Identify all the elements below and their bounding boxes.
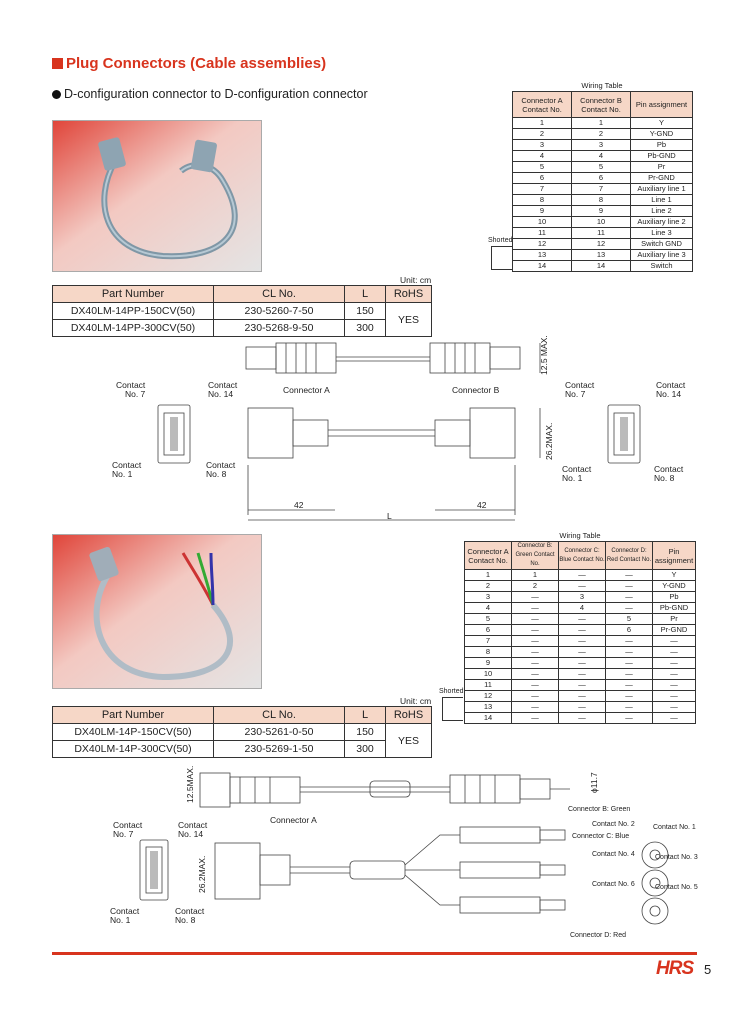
table-row	[513, 118, 693, 129]
wt1-header-pin: Pin assignment	[631, 92, 693, 118]
d1-contact-no14: Contact No. 14	[208, 380, 238, 399]
wiring_table_1-cell: 8	[513, 195, 572, 206]
pt1-r2-l: 300	[345, 320, 386, 337]
wiring_table_1-cell: 11	[513, 228, 572, 239]
wiring_table_2-cell: 4	[465, 603, 512, 614]
wiring-table-1-caption: Wiring Table	[581, 81, 623, 90]
wiring_table_1-cell: 4	[572, 151, 631, 162]
pt1-r2-part: DX40LM-14PP-300CV(50)	[53, 320, 214, 337]
wiring_table_2-cell: 2	[512, 581, 559, 592]
wiring_table_2-cell: —	[606, 680, 653, 691]
wiring_table_1-cell: Switch GND	[631, 239, 693, 250]
pt2-r2-cl: 230-5269-1-50	[214, 741, 345, 758]
wiring_table_2-cell: —	[559, 658, 606, 669]
d2-dim-262: 26.2MAX.	[197, 855, 207, 893]
pt1-r1-l: 150	[345, 303, 386, 320]
d2-contact-no14: Contact No. 14	[178, 820, 208, 839]
wiring_table_1-cell: 12	[572, 239, 631, 250]
wiring_table_2-cell: —	[512, 636, 559, 647]
wiring-table-1-body	[513, 118, 693, 272]
wiring_table_2-cell: 6	[465, 625, 512, 636]
table-row	[465, 581, 696, 592]
part-table-1	[52, 285, 432, 337]
pt2-r2-part: DX40LM-14P-300CV(50)	[53, 741, 214, 758]
wiring_table_2-cell: Pr-GND	[653, 625, 696, 636]
table-row	[465, 713, 696, 724]
d1-dim-42-right: 42	[477, 500, 487, 510]
wiring_table_2-cell: —	[512, 691, 559, 702]
wt2-shorted-bracket	[442, 697, 463, 721]
table-row	[513, 129, 693, 140]
table-row	[513, 151, 693, 162]
wiring_table_2-cell: —	[606, 669, 653, 680]
wiring_table_2-cell: —	[653, 713, 696, 724]
pt1-header-cl: CL No.	[214, 286, 345, 303]
wiring_table_2-cell: 11	[465, 680, 512, 691]
table-row	[513, 162, 693, 173]
wiring_table_1-cell: 9	[572, 206, 631, 217]
table-row	[513, 184, 693, 195]
table-row	[465, 570, 696, 581]
table-row	[513, 206, 693, 217]
wiring_table_2-cell: Pb-GND	[653, 603, 696, 614]
table-row	[465, 614, 696, 625]
d1-contact-no7-right: Contact No. 7	[565, 380, 595, 399]
wiring_table_2-cell: 7	[465, 636, 512, 647]
wiring_table_2-cell: 13	[465, 702, 512, 713]
wiring_table_1-cell: 9	[513, 206, 572, 217]
pt1-rohs-value: YES	[386, 303, 432, 337]
wiring_table_2-cell: —	[653, 669, 696, 680]
wiring_table_2-cell: 8	[465, 647, 512, 658]
wiring_table_2-cell: —	[653, 636, 696, 647]
table-row	[465, 669, 696, 680]
subtitle-text: D-configuration connector to D-configuration connector	[64, 87, 368, 101]
wiring_table_1-cell: 7	[513, 184, 572, 195]
wiring_table_2-cell: —	[559, 691, 606, 702]
wiring_table_2-cell: —	[606, 647, 653, 658]
wiring_table_2-cell: —	[653, 647, 696, 658]
part-table-1-unit: Unit: cm	[400, 275, 432, 285]
d2-contact-no8: Contact No. 8	[175, 906, 205, 925]
cable-photo-1	[52, 120, 262, 272]
table-row	[465, 636, 696, 647]
wiring_table_2-cell: 14	[465, 713, 512, 724]
d1-contact-no1: Contact No. 1	[112, 460, 142, 479]
table-row	[465, 603, 696, 614]
wiring_table_2-cell: 2	[465, 581, 512, 592]
wiring_table_1-cell: Line 1	[631, 195, 693, 206]
pt2-header-l: L	[345, 707, 386, 724]
wiring_table_1-cell: 13	[572, 250, 631, 261]
d2-contact-no6-r: Contact No. 6	[592, 881, 635, 888]
d2-connector-d-red: Connector D: Red	[570, 932, 627, 939]
wiring_table_1-cell: 13	[513, 250, 572, 261]
wiring_table_1-cell: Y-GND	[631, 129, 693, 140]
wiring_table_1-cell: Switch	[631, 261, 693, 272]
wiring_table_2-cell: 10	[465, 669, 512, 680]
wiring_table_1-cell: Auxiliary line 1	[631, 184, 693, 195]
wiring_table_1-cell: 10	[572, 217, 631, 228]
table-row	[513, 250, 693, 261]
bullet-icon	[52, 90, 61, 99]
wiring_table_2-cell: —	[559, 581, 606, 592]
wiring-table-1	[512, 91, 693, 272]
wiring_table_1-cell: 7	[572, 184, 631, 195]
wiring_table_2-cell: —	[559, 713, 606, 724]
table-row	[513, 228, 693, 239]
footer-rule	[52, 952, 697, 955]
wiring_table_2-cell: —	[606, 713, 653, 724]
wt1-shorted-bracket	[491, 246, 512, 270]
wiring_table_2-cell: —	[512, 603, 559, 614]
wiring_table_1-cell: Auxiliary line 3	[631, 250, 693, 261]
pt2-header-part: Part Number	[53, 707, 214, 724]
wiring_table_1-cell: Pb	[631, 140, 693, 151]
wiring_table_1-cell: Pr	[631, 162, 693, 173]
wiring_table_2-cell: —	[606, 570, 653, 581]
wiring_table_1-cell: 1	[572, 118, 631, 129]
pt2-header-cl: CL No.	[214, 707, 345, 724]
wiring_table_1-cell: 1	[513, 118, 572, 129]
pt2-r1-l: 150	[345, 724, 386, 741]
wiring_table_2-cell: —	[606, 581, 653, 592]
wiring_table_1-cell: Pr-GND	[631, 173, 693, 184]
wiring_table_1-cell: Line 3	[631, 228, 693, 239]
wiring_table_1-cell: Pb-GND	[631, 151, 693, 162]
table-row	[465, 647, 696, 658]
pt2-rohs-value: YES	[386, 724, 432, 758]
wiring_table_1-cell: 14	[572, 261, 631, 272]
drawing-1	[100, 335, 720, 530]
wiring_table_2-cell: 9	[465, 658, 512, 669]
wiring_table_2-cell: 4	[559, 603, 606, 614]
wiring_table_2-cell: Pr	[653, 614, 696, 625]
hrs-logo: HRS	[656, 958, 694, 979]
pt1-r1-cl: 230-5260-7-50	[214, 303, 345, 320]
table-row	[465, 592, 696, 603]
table-row	[465, 625, 696, 636]
pt1-header-part: Part Number	[53, 286, 214, 303]
d1-connector-a: Connector A	[283, 385, 330, 395]
table-row	[513, 173, 693, 184]
wiring_table_2-cell: 1	[465, 570, 512, 581]
d2-connector-c-blue: Connector C: Blue	[572, 833, 630, 840]
wiring_table_2-cell: —	[512, 658, 559, 669]
wiring_table_2-cell: —	[512, 647, 559, 658]
page-number: 5	[704, 962, 712, 977]
wiring_table_2-cell: —	[606, 691, 653, 702]
table-row	[513, 239, 693, 250]
wiring_table_1-cell: 14	[513, 261, 572, 272]
d1-dim-262: 26.2MAX.	[544, 422, 554, 460]
wiring_table_1-cell: 8	[572, 195, 631, 206]
pt2-header-rohs: RoHS	[386, 707, 432, 724]
wiring_table_1-cell: 5	[513, 162, 572, 173]
wiring_table_2-cell: —	[512, 614, 559, 625]
d1-contact-no14-right: Contact No. 14	[656, 380, 686, 399]
table-row	[465, 658, 696, 669]
d1-dim-125: 12.5 MAX.	[539, 335, 549, 375]
wiring_table_2-cell: —	[512, 702, 559, 713]
d2-contact-no4-r: Contact No. 4	[592, 851, 635, 858]
d2-contact-no1: Contact No. 1	[110, 906, 140, 925]
wiring_table_2-cell: —	[606, 603, 653, 614]
section-title	[52, 55, 326, 72]
wiring_table_2-cell: Pb	[653, 592, 696, 603]
wiring_table_1-cell: 2	[513, 129, 572, 140]
subtitle	[52, 87, 368, 101]
wiring_table_1-cell: 2	[572, 129, 631, 140]
wiring_table_2-cell: —	[559, 669, 606, 680]
d2-contact-no3-r: Contact No. 3	[655, 854, 698, 861]
wiring_table_2-cell: —	[559, 570, 606, 581]
d2-contact-no7: Contact No. 7	[113, 820, 143, 839]
d1-dim-l: L	[387, 511, 392, 521]
pt1-header-l: L	[345, 286, 386, 303]
d2-contact-no2-r: Contact No. 2	[592, 821, 635, 828]
d2-dim-117: ϕ11.7	[589, 772, 599, 793]
wiring-table-2-caption: Wiring Table	[559, 531, 601, 540]
table-row	[465, 680, 696, 691]
wiring_table_2-cell: —	[653, 680, 696, 691]
part-table-2-unit: Unit: cm	[400, 696, 432, 706]
wiring_table_2-cell: —	[559, 702, 606, 713]
wiring-table-2	[464, 541, 696, 724]
part-table-2	[52, 706, 432, 758]
wiring_table_2-cell: 5	[606, 614, 653, 625]
wiring_table_2-cell: 3	[465, 592, 512, 603]
wiring_table_2-cell: —	[653, 658, 696, 669]
wt2-header-d: Connector D: Red Contact No.	[606, 542, 653, 570]
d2-dim-125: 12.5MAX.	[185, 765, 195, 803]
wt2-shorted-label: Shorted	[439, 688, 464, 695]
wiring_table_2-cell: 5	[465, 614, 512, 625]
table-row	[513, 261, 693, 272]
wiring_table_2-cell: —	[512, 625, 559, 636]
wiring_table_1-cell: 4	[513, 151, 572, 162]
wt2-header-a: Connector A Contact No.	[465, 542, 512, 570]
wiring_table_1-cell: Y	[631, 118, 693, 129]
wiring_table_2-cell: —	[559, 625, 606, 636]
wiring_table_2-cell: —	[653, 691, 696, 702]
title-square-icon	[52, 58, 63, 69]
wiring_table_2-cell: —	[606, 702, 653, 713]
d1-contact-no7: Contact No. 7	[116, 380, 146, 399]
wiring_table_2-cell: 3	[559, 592, 606, 603]
d1-dim-42-left: 42	[294, 500, 304, 510]
table-row	[465, 691, 696, 702]
d2-connector-b-green: Connector B: Green	[568, 806, 631, 813]
table-row	[465, 702, 696, 713]
wiring_table_1-cell: 6	[513, 173, 572, 184]
wiring_table_2-cell: —	[559, 647, 606, 658]
d2-contact-no5-r: Contact No. 5	[655, 884, 698, 891]
wiring_table_2-cell: —	[559, 614, 606, 625]
wiring_table_2-cell: 12	[465, 691, 512, 702]
wiring_table_2-cell: —	[512, 669, 559, 680]
d1-contact-no1-right: Contact No. 1	[562, 464, 592, 483]
wiring_table_1-cell: 12	[513, 239, 572, 250]
wiring_table_2-cell: —	[559, 636, 606, 647]
wiring_table_2-cell: Y-GND	[653, 581, 696, 592]
table-row	[513, 140, 693, 151]
wiring_table_1-cell: 6	[572, 173, 631, 184]
wiring_table_1-cell: Line 2	[631, 206, 693, 217]
table-row	[513, 217, 693, 228]
wiring_table_2-cell: —	[606, 658, 653, 669]
wiring_table_2-cell: —	[512, 592, 559, 603]
cable-photo-2	[52, 534, 262, 689]
d2-connector-a: Connector A	[270, 815, 317, 825]
wiring_table_2-cell: —	[653, 702, 696, 713]
wiring_table_1-cell: 3	[572, 140, 631, 151]
wt1-header-b: Connector B Contact No.	[572, 92, 631, 118]
wiring_table_2-cell: —	[606, 592, 653, 603]
pt1-r2-cl: 230-5268-9-50	[214, 320, 345, 337]
wiring_table_1-cell: 11	[572, 228, 631, 239]
wiring_table_2-cell: —	[606, 636, 653, 647]
wt2-header-pin: Pin assignment	[653, 542, 696, 570]
wiring-table-2-body	[465, 570, 696, 724]
wiring_table_1-cell: 5	[572, 162, 631, 173]
d1-contact-no8-right: Contact No. 8	[654, 464, 684, 483]
table-row	[513, 195, 693, 206]
d1-contact-no8: Contact No. 8	[206, 460, 236, 479]
wiring_table_1-cell: Auxiliary line 2	[631, 217, 693, 228]
wiring_table_2-cell: 6	[606, 625, 653, 636]
pt1-header-rohs: RoHS	[386, 286, 432, 303]
section-title-text: Plug Connectors (Cable assemblies)	[66, 55, 327, 72]
pt1-r1-part: DX40LM-14PP-150CV(50)	[53, 303, 214, 320]
d2-contact-no1-r: Contact No. 1	[653, 824, 696, 831]
wt2-header-b: Connector B: Green Contact No.	[512, 542, 559, 570]
wiring_table_1-cell: 3	[513, 140, 572, 151]
wt1-header-a: Connector A Contact No.	[513, 92, 572, 118]
wt2-header-c: Connector C: Blue Contact No.	[559, 542, 606, 570]
wiring_table_2-cell: —	[559, 680, 606, 691]
d1-connector-b: Connector B	[452, 385, 500, 395]
wiring_table_2-cell: Y	[653, 570, 696, 581]
pt2-r2-l: 300	[345, 741, 386, 758]
pt2-r1-cl: 230-5261-0-50	[214, 724, 345, 741]
wiring_table_1-cell: 10	[513, 217, 572, 228]
pt2-r1-part: DX40LM-14P-150CV(50)	[53, 724, 214, 741]
wiring_table_2-cell: 1	[512, 570, 559, 581]
wiring_table_2-cell: —	[512, 680, 559, 691]
wiring_table_2-cell: —	[512, 713, 559, 724]
wt1-shorted-label: Shorted	[488, 237, 513, 244]
